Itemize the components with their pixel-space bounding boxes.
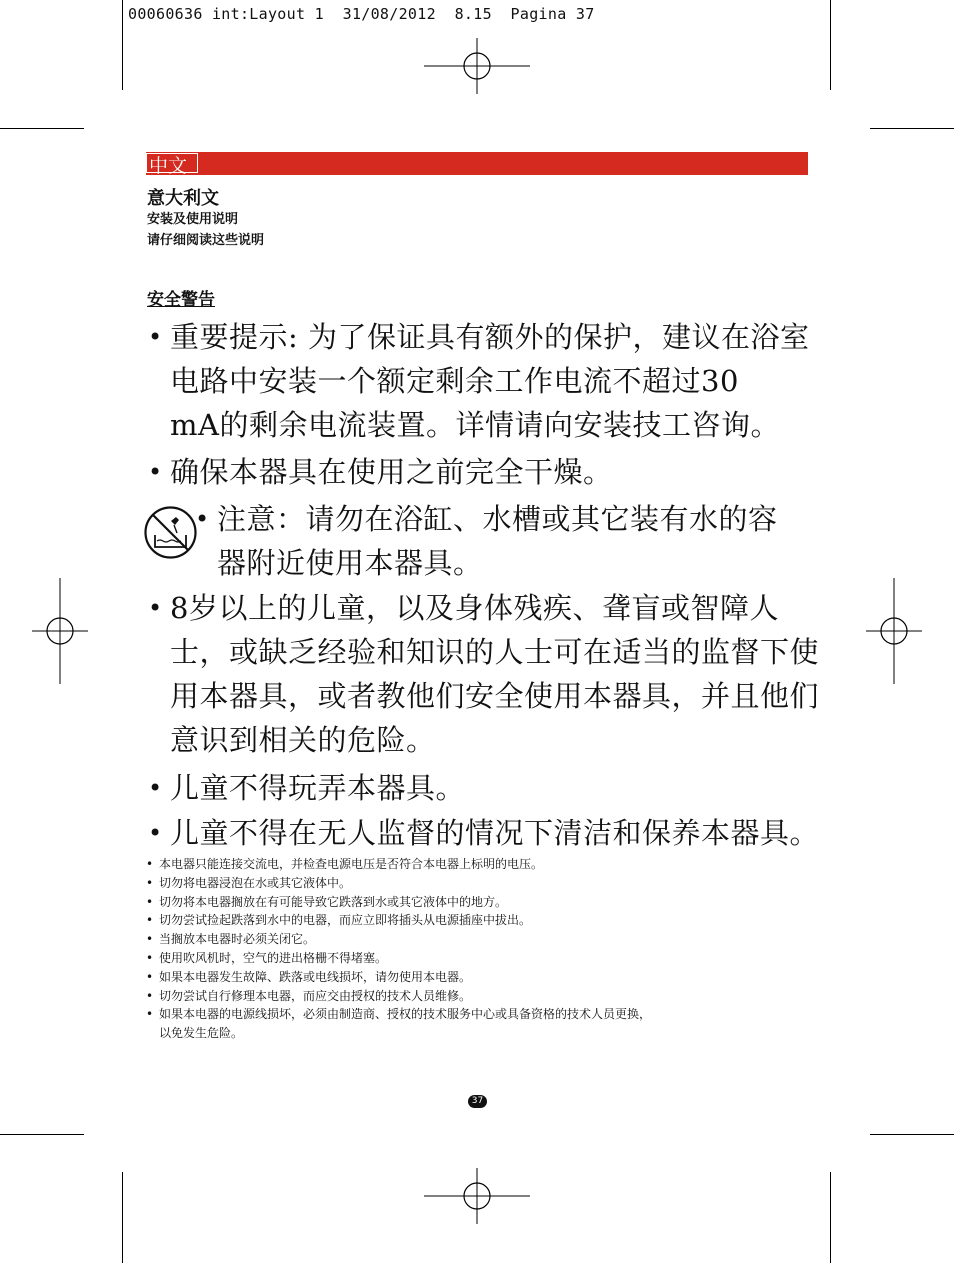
list-item: • 切勿将本电器搁放在有可能导致它跌落到水或其它液体中的地方。 xyxy=(146,894,508,909)
document-title: 意大利文 xyxy=(147,188,219,209)
warning-item: • 儿童不得玩弄本器具。 xyxy=(148,771,466,805)
no-bath-water-icon xyxy=(143,505,198,560)
list-item: • 如果本电器发生故障、跌落或电线损坏，请勿使用本电器。 xyxy=(146,969,472,984)
print-slug: 00060636 int:Layout 1 31/08/2012 8.15 Pagina 37 xyxy=(128,5,595,23)
registration-mark-right xyxy=(866,578,922,684)
document-instruction: 请仔细阅读这些说明 xyxy=(147,233,265,248)
warning-item: • 儿童不得在无人监督的情况下清洁和保养本器具。 xyxy=(148,816,820,850)
safety-notes-list xyxy=(146,856,806,1043)
warning-item: • 确保本器具在使用之前完全干燥。 xyxy=(148,455,613,489)
list-item: • 切勿将电器浸泡在水或其它液体中。 xyxy=(146,875,352,890)
warning-item: • 重要提示: 为了保证具有额外的保护，建议在浴室 电路中安装一个额定剩余工作电流不超过30 mA的剩余电流装置。详情请向安装技工咨询。 xyxy=(148,320,810,442)
page-number: 37 xyxy=(468,1095,487,1108)
document-subtitle: 安装及使用说明 xyxy=(147,212,239,227)
list-item: • 如果本电器的电源线损坏，必须由制造商、授权的技术服务中心或具备资格的技术人员更换， xyxy=(146,1007,652,1022)
registration-mark-bottom xyxy=(424,1168,530,1224)
registration-mark-left xyxy=(32,578,88,684)
warning-item: • 注意：请勿在浴缸、水槽或其它装有水的容 器附近使用本器具。 xyxy=(195,502,778,580)
list-item: • 切勿尝试自行修理本电器，而应交由授权的技术人员维修。 xyxy=(146,988,472,1003)
list-item-continuation: 以免发生危险。 xyxy=(159,1026,244,1041)
warning-item: • 8岁以上的儿童，以及身体残疾、聋盲或智障人 士，或缺乏经验和知识的人士可在适当的监督下使 用本器具，或者教他们安全使用本器具，并且他们 意识到相关的危险。 xyxy=(148,591,820,757)
language-bar xyxy=(146,152,808,175)
registration-mark-top xyxy=(424,38,530,94)
list-item: • 切勿尝试捡起跌落到水中的电器，而应立即将插头从电源插座中拔出。 xyxy=(146,913,532,928)
list-item: • 本电器只能连接交流电，并检查电源电压是否符合本电器上标明的电压。 xyxy=(146,857,544,871)
language-tab-label: 中文 xyxy=(149,151,187,178)
list-item: • 当搁放本电器时必须关闭它。 xyxy=(146,932,316,947)
list-item: • 使用吹风机时，空气的进出格栅不得堵塞。 xyxy=(146,950,388,965)
section-title: 安全警告 xyxy=(147,290,215,310)
